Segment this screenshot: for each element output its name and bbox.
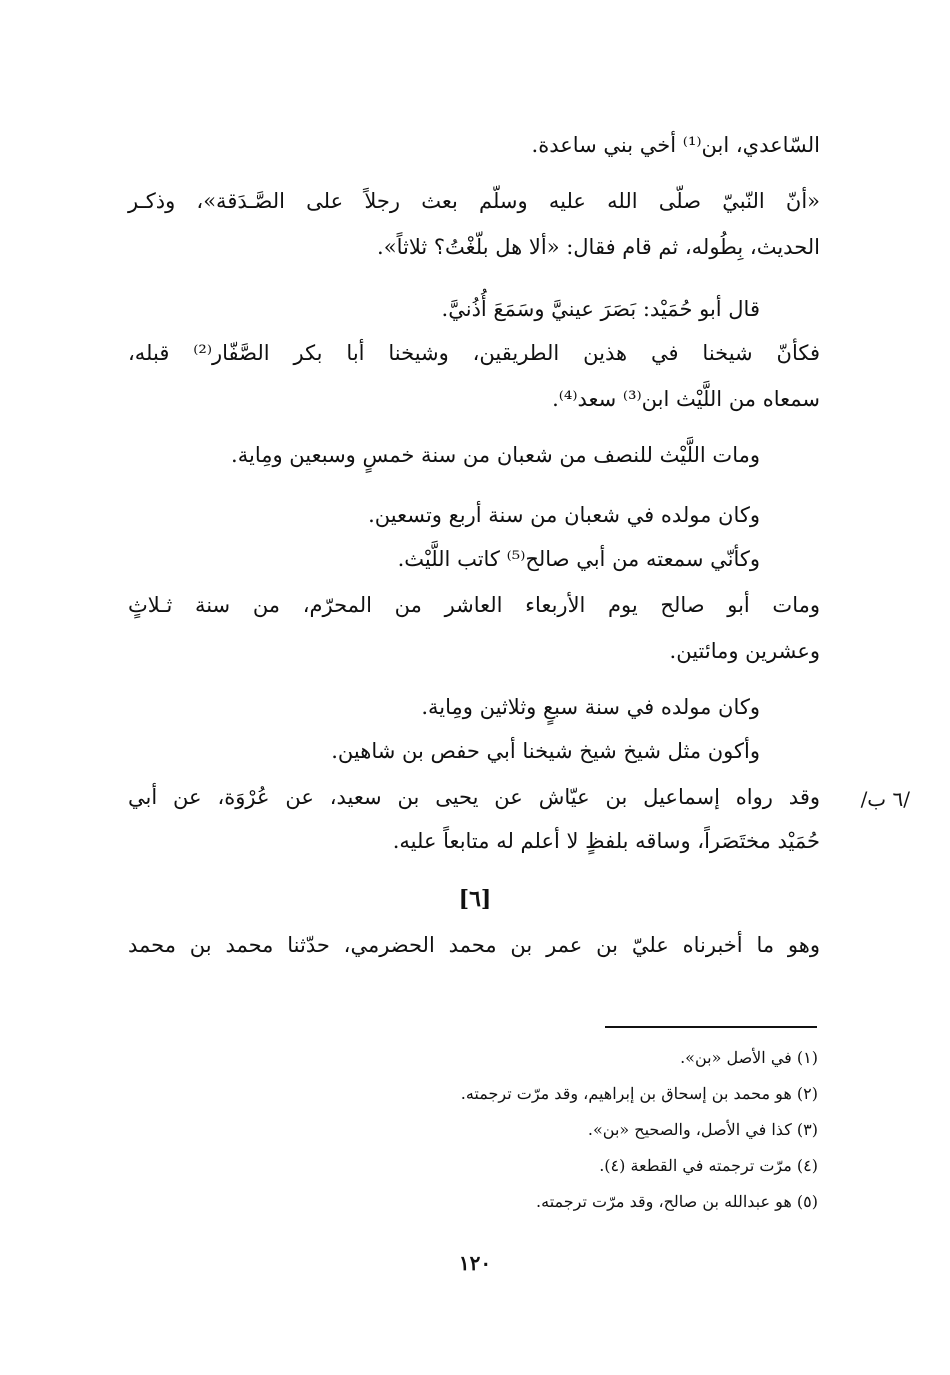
text-line-2: «أنّ النّبيّ صلّى الله عليه وسلّم بعث رجلاً على الصَّـدَقة»، وذكـر [128,189,820,213]
text-line-7: ومات اللَّيْث للنصف من شعبان من سنة خمسٍ وسبعين ومِاية. [231,443,760,467]
text-line-15: حُمَيْد مختَصَراً، وساقه بلفظٍ لا أعلم له متابعاً عليه. [392,829,820,853]
text-line-10: ومات أبو صالح يوم الأربعاء العاشر من المحرّم، من سنة ثـلاثٍ [128,593,820,617]
footnote-4: (٤) مرّت ترجمته في القطعة (٤). [599,1156,818,1175]
margin-folio-note: /٦ ب/ [860,787,910,811]
footnote-1: (١) في الأصل «بن». [680,1048,818,1067]
text-line-1: السّاعدي، ابن⁽¹⁾ أخي بني ساعدة. [531,133,820,157]
footnote-5: (٥) هو عبدالله بن صالح، وقد مرّت ترجمته. [536,1192,818,1211]
section-heading: [٦] [458,886,492,912]
text-line-4: قال أبو حُمَيْد: بَصَرَ عينيَّ وسَمَعَ أُذُنيَّ. [441,297,760,321]
text-line-12: وكان مولده في سنة سبعٍ وثلاثين ومِاية. [421,695,760,719]
text-line-3: الحديث، بِطُوله، ثم قام فقال: «ألا هل بلّغْتُ؟ ثلاثاً». [377,235,820,259]
text-line-8: وكان مولده في شعبان من سنة أربع وتسعين. [368,503,760,527]
footnote-divider [605,1026,817,1028]
text-line-11: وعشرين ومائتين. [669,639,820,663]
text-line-9: وكأنّي سمعته من أبي صالح⁽⁵⁾ كاتب اللَّيْث. [397,547,760,571]
footnote-2: (٢) هو محمد بن إسحاق بن إبراهيم، وقد مرّت ترجمته. [460,1084,818,1103]
text-line-13: وأكون مثل شيخ شيخ شيخنا أبي حفص بن شاهين. [331,739,760,763]
text-line-5: فكأنّ شيخنا في هذين الطريقين، وشيخنا أبا بكر الصَّفّار⁽²⁾ قبله، [128,341,820,365]
text-line-14: وقد رواه إسماعيل بن عيّاش عن يحيى بن سعيد، عن عُرْوَة، عن أبي [128,785,820,809]
text-line-6: سمعاه من اللَّيْث ابن⁽³⁾ سعد⁽⁴⁾. [552,387,820,411]
text-line-16: وهو ما أخبرناه عليّ بن عمر بن محمد الحضرمي، حدّثنا محمد بن محمد [128,933,820,957]
footnote-3: (٣) كذا في الأصل، والصحيح «بن». [587,1120,818,1139]
page-number: ١٢٠ [458,1251,492,1275]
